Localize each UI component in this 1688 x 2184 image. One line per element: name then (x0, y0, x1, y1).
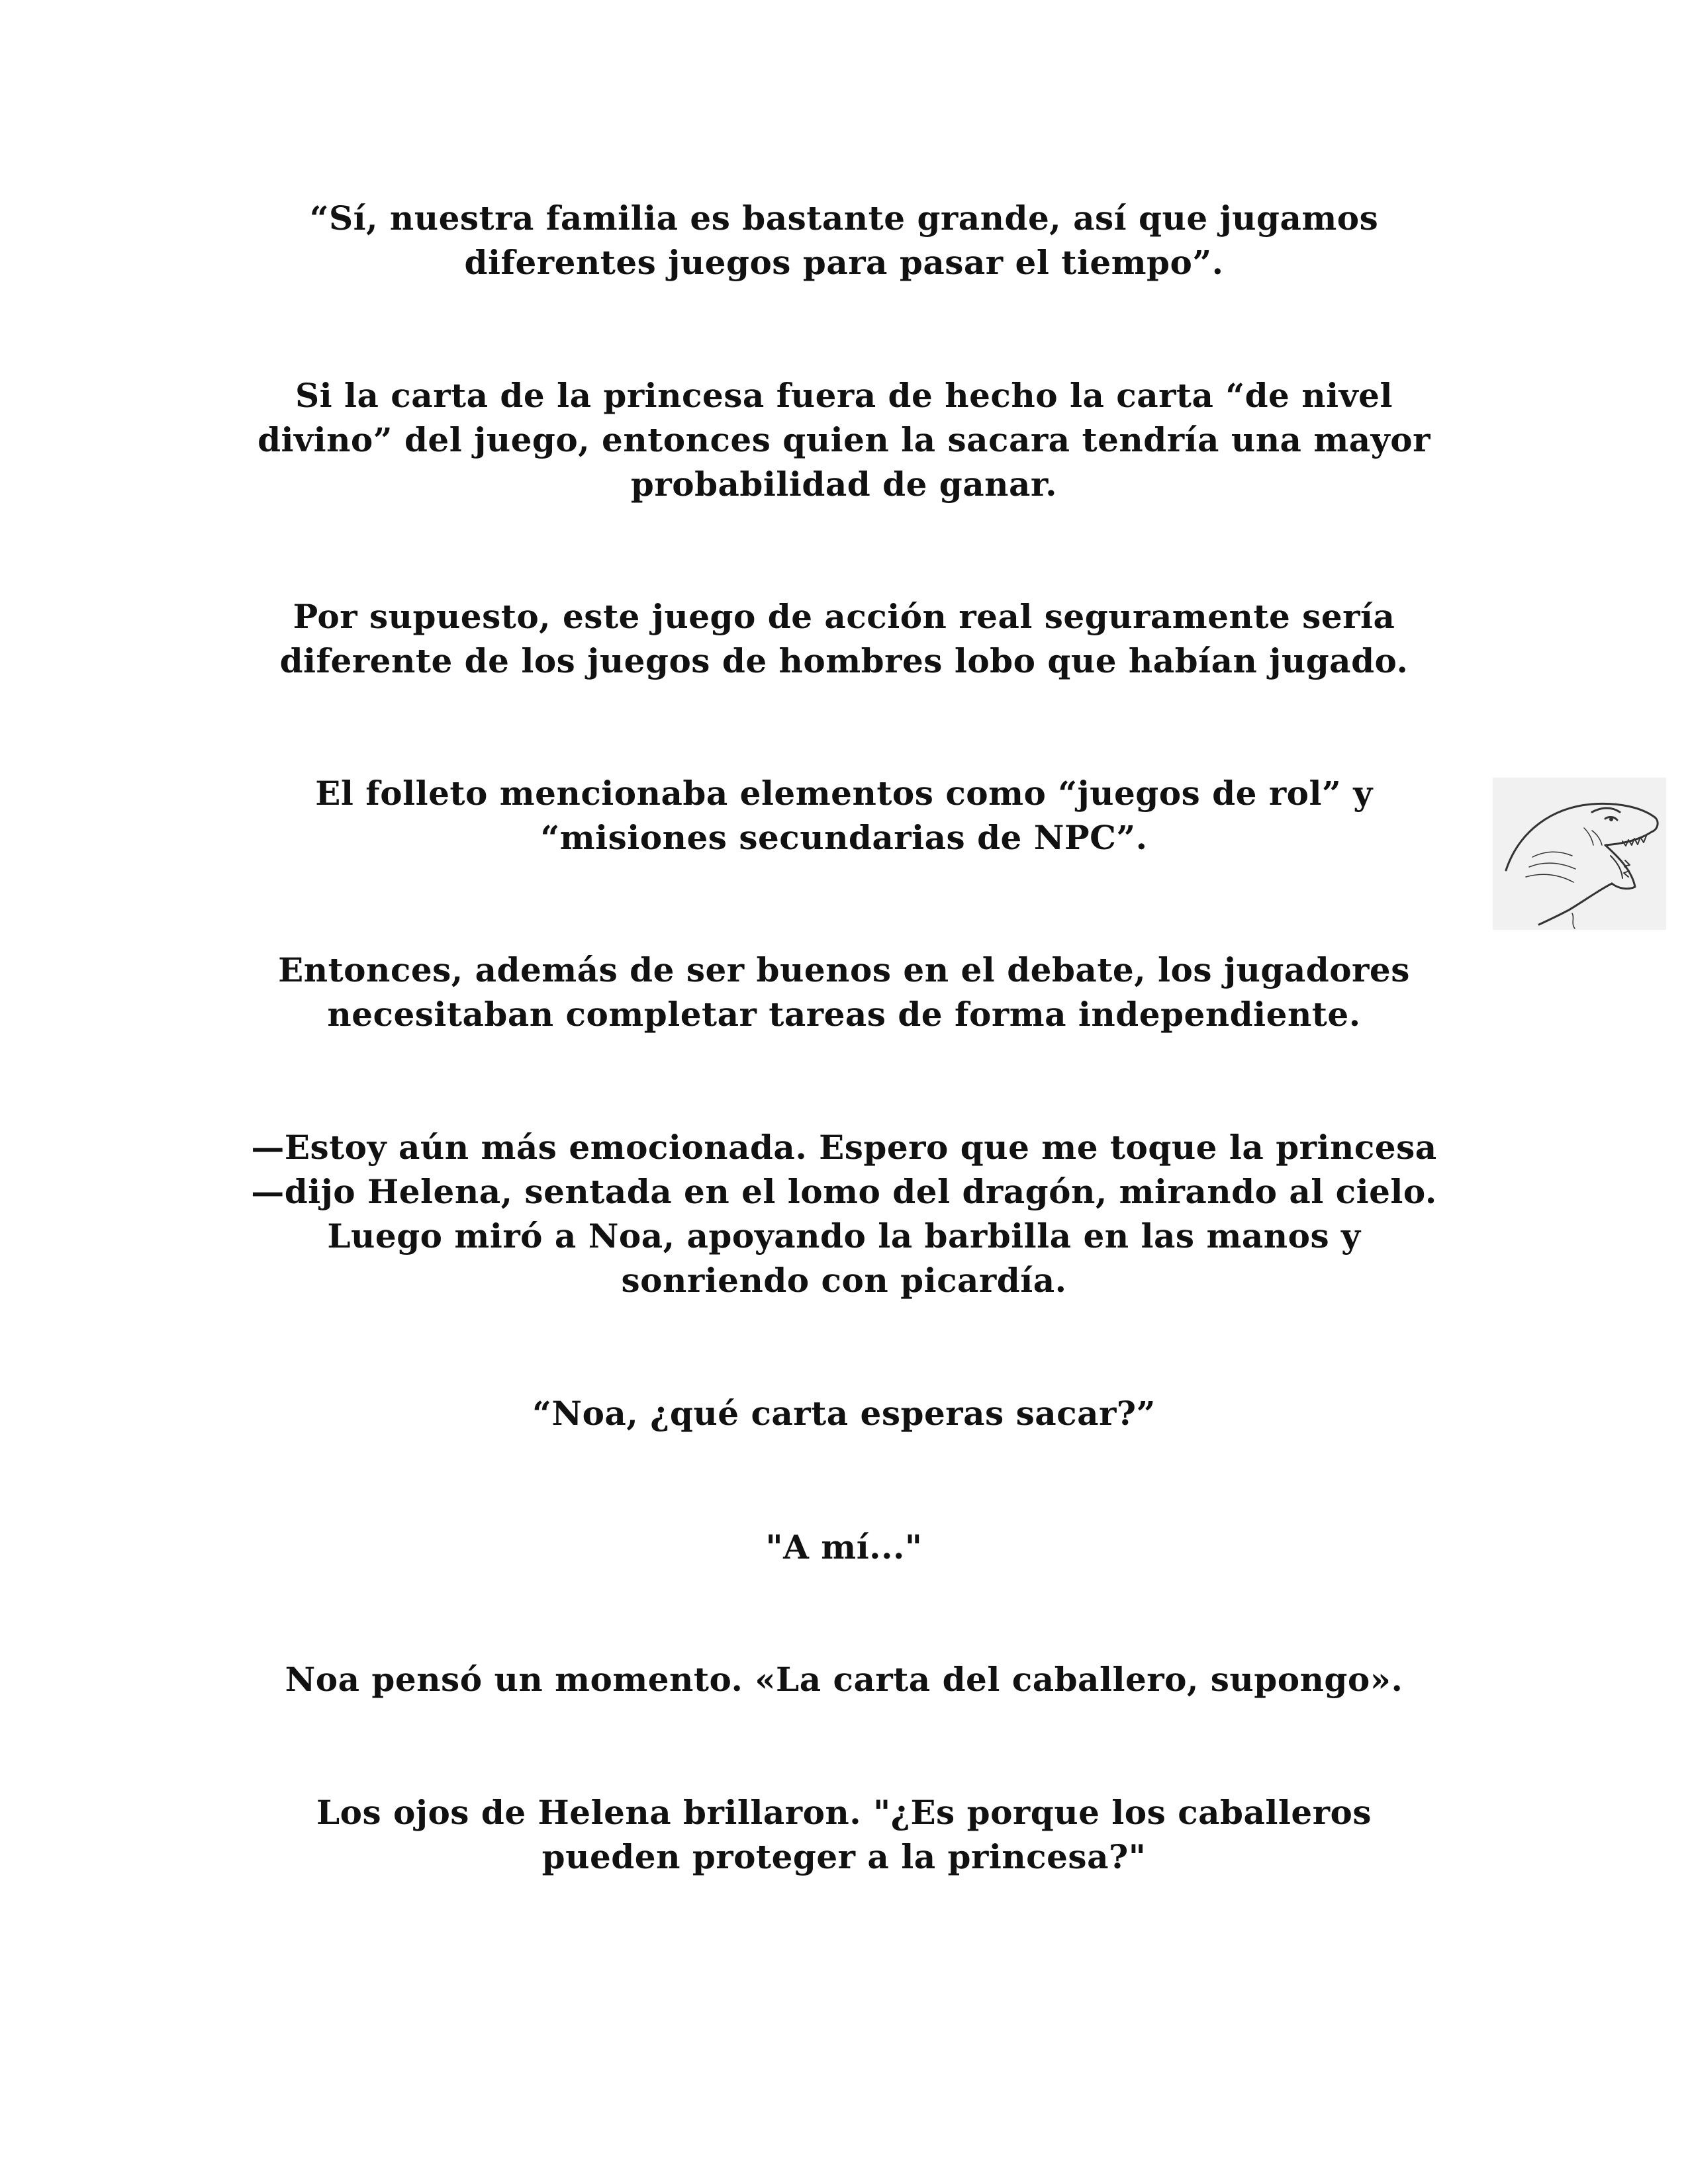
text-line: “Sí, nuestra familia es bastante grande, así que jugamos (309, 199, 1379, 238)
text-line: —Estoy aún más emocionada. Espero que me toque la princesa (251, 1128, 1437, 1167)
text-line: “Noa, ¿qué carta esperas sacar?” (532, 1394, 1156, 1433)
text-line: Noa pensó un momento. «La carta del caballero, supongo». (285, 1660, 1403, 1699)
text-line: “misiones secundarias de NPC”. (540, 818, 1148, 857)
text-line: "A mí..." (765, 1527, 923, 1567)
text-line: Entonces, además de ser buenos en el debate, los jugadores (278, 950, 1410, 989)
text-line: pueden proteger a la princesa?" (541, 1837, 1147, 1876)
text-line: necesitaban completar tareas de forma independiente. (327, 995, 1361, 1034)
paragraph-2 (199, 373, 1489, 506)
text-line: Los ojos de Helena brillaron. "¿Es porque los caballeros (316, 1793, 1372, 1832)
paragraph-1 (199, 196, 1489, 285)
paragraph-6 (199, 1125, 1489, 1302)
paragraph-8 (199, 1525, 1489, 1569)
text-line: probabilidad de ganar. (630, 465, 1058, 504)
text-line: —dijo Helena, sentada en el lomo del dragón, mirando al cielo. (251, 1172, 1437, 1211)
text-line: divino” del juego, entonces quien la sacara tendría una mayor (258, 420, 1430, 459)
text-line: sonriendo con picardía. (621, 1261, 1067, 1300)
paragraph-4 (199, 771, 1489, 860)
paragraph-3 (199, 594, 1489, 683)
text-line: diferente de los juegos de hombres lobo que habían jugado. (279, 641, 1409, 680)
text-line: Por supuesto, este juego de acción real seguramente sería (293, 597, 1395, 636)
text-line: Luego miró a Noa, apoyando la barbilla en las manos y (327, 1216, 1361, 1255)
dinosaur-head-sketch-icon (1493, 778, 1666, 930)
paragraph-9 (199, 1657, 1489, 1702)
text-line: El folleto mencionaba elementos como “juegos de rol” y (315, 774, 1373, 813)
paragraph-5 (199, 948, 1489, 1036)
paragraph-7 (199, 1391, 1489, 1435)
paragraph-10 (199, 1790, 1489, 1879)
text-line: diferentes juegos para pasar el tiempo”. (464, 243, 1224, 282)
text-line: Si la carta de la princesa fuera de hecho la carta “de nivel (295, 376, 1393, 415)
